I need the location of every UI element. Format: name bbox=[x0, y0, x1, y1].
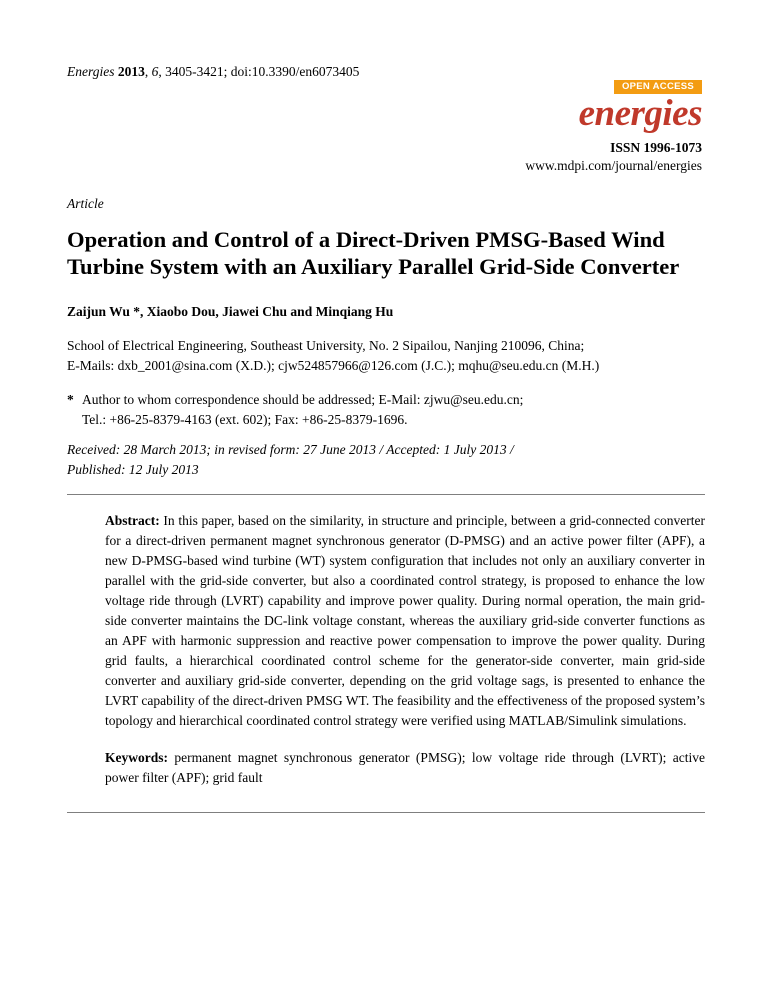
keywords-label: Keywords: bbox=[105, 750, 168, 765]
citation-pages: 3405-3421; doi:10.3390/en6073405 bbox=[165, 64, 360, 79]
issn: ISSN 1996-1073 bbox=[610, 140, 702, 155]
abstract bbox=[105, 511, 705, 731]
journal-url[interactable]: www.mdpi.com/journal/energies bbox=[525, 158, 702, 173]
citation-year: 2013 bbox=[117, 64, 145, 79]
author-list: Zaijun Wu *, Xiaobo Dou, Jiawei Chu and Minqiang Hu bbox=[67, 304, 394, 319]
title-line: Turbine System with an Auxiliary Parallel Grid-Side Converter bbox=[67, 254, 680, 279]
divider bbox=[67, 812, 705, 813]
article-type: Article bbox=[67, 196, 104, 211]
affiliation-line: School of Electrical Engineering, Southeast University, No. 2 Sipailou, Nanjing 210096, China; bbox=[67, 338, 585, 353]
citation-volume: 6 bbox=[151, 64, 159, 79]
correspondence-line: Tel.: +86-25-8379-4163 (ext. 602); Fax: +86-25-8379-1696. bbox=[82, 412, 408, 427]
dates-line: Published: 12 July 2013 bbox=[67, 462, 199, 477]
affiliation-line: E-Mails: dxb_2001@sina.com (X.D.); cjw524857966@126.com (J.C.); mqhu@seu.edu.cn (M.H.) bbox=[67, 358, 600, 373]
citation-journal: Energies bbox=[67, 64, 115, 79]
abstract-label: Abstract: bbox=[105, 513, 160, 528]
affiliation bbox=[67, 336, 599, 376]
journal-logo: energies bbox=[578, 93, 702, 134]
divider bbox=[67, 494, 705, 495]
correspondence-line: Author to whom correspondence should be addressed; E-Mail: zjwu@seu.edu.cn; bbox=[82, 392, 524, 407]
open-access-badge: OPEN ACCESS bbox=[614, 80, 702, 94]
abstract-text: In this paper, based on the similarity, in structure and principle, between a grid-connected converter for a direct-driven permanent magnet synchronous generator (D-PMSG) and an active power filter (APF), a new D-PMSG-based wind turbine (WT) system configuration that includes not only an auxiliary converter in parallel with the grid-side converter, but also a coordinated control strategy, is proposed to enhance the low voltage ride through (LVRT) capability and improve power quality. During normal operation, the main grid-side converter maintains the DC-link voltage constant, whereas the auxiliary grid-side converter functions as an APF with harmonic suppression and reactive power compensation to improve the power quality. During grid faults, a hierarchical coordinated control scheme for the generator-side converter, main grid-side converter and auxiliary grid-side converter, depending on the grid voltage sags, is presented to enhance the LVRT capability of the direct-driven PMSG WT. The feasibility and the effectiveness of the proposed system’s topology and hierarchical coordinated control strategy were verified using MATLAB/Simulink simulations. bbox=[105, 513, 706, 728]
title-line: Operation and Control of a Direct-Driven PMSG-Based Wind bbox=[67, 227, 665, 252]
corresponding-author-mark: * bbox=[67, 392, 74, 407]
publication-dates bbox=[67, 440, 514, 480]
correspondence-note bbox=[67, 390, 523, 430]
citation-line: Energies 2013, 6, 3405-3421; doi:10.3390/en6073405 bbox=[67, 64, 360, 79]
dates-line: Received: 28 March 2013; in revised form: 27 June 2013 / Accepted: 1 July 2013 / bbox=[67, 442, 514, 457]
paper-title bbox=[67, 226, 707, 280]
keywords-text: permanent magnet synchronous generator (PMSG); low voltage ride through (LVRT); active power filter (APF); grid fault bbox=[105, 750, 705, 785]
keywords bbox=[105, 748, 705, 788]
